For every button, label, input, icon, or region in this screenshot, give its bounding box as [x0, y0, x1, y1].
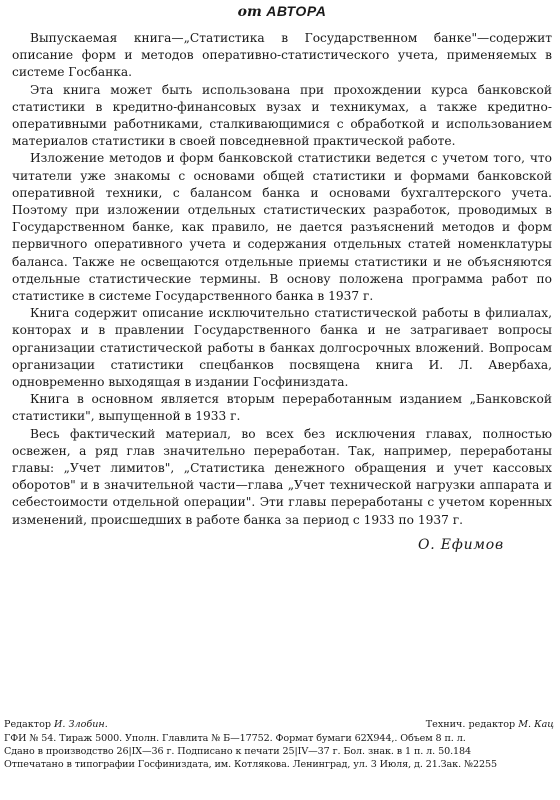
heading-prefix: от	[237, 4, 262, 20]
preface-body	[12, 30, 552, 529]
editor-label: Редактор	[4, 719, 51, 730]
page-heading	[12, 0, 552, 22]
imprint-line-3: Отпечатано в типографии Госфиниздата, им. Котлякова. Ленинград, ул. 3 Июля, д. 21.Зак. №2255	[4, 759, 497, 770]
paragraph: Книга в основном является вторым переработанным изданием „Банковской статистики", выпущенной в 1933 г.	[12, 392, 552, 424]
author-signature: О. Ефимов	[418, 536, 504, 553]
imprint-line-2: Сдано в производство 26|IX—36 г. Подписано к печати 25|IV—37 г. Бол. знак. в 1 п. л. 50.184	[4, 746, 472, 757]
tech-editor-credit	[426, 718, 554, 731]
imprint-line-1: ГФИ № 54. Тираж 5000. Уполн. Главлита № Б—17752. Формат бумаги 62Х944,. Объем 8 п. л.	[4, 733, 466, 744]
heading-title: АВТОРА	[266, 3, 327, 19]
tech-editor-label: Технич. редактор	[425, 719, 516, 730]
tech-editor-name: М. Кац	[518, 719, 554, 730]
paragraph: Эта книга может быть использована при прохождении курса банковской статистики в кредитно-финансовых вузах и техникумах, а также кредитно-оперативными работниками, сталкивающимися с обработкой и использованием материалов статистики в своей повседневной практической работе.	[12, 82, 552, 149]
colophon	[4, 718, 554, 771]
editor-name: И. Злобин.	[54, 719, 108, 730]
editors-line	[4, 718, 554, 731]
paragraph: Весь фактический материал, во всех без исключения главах, полностью освежен, а ряд глав значительно переработан. Так, например, переработаны главы: „Учет лимитов", „Статистика денежного обращения и учет кассовых оборотов" и в значительной части—глава „Учет технической нагрузки аппарата и себестоимости отдельной операции". Эти главы переработаны с учетом коренных изменений, происшедших в работе банка за период с 1933 по 1937 г.	[12, 426, 552, 527]
paragraph: Изложение методов и форм банковской статистики ведется с учетом того, что читатели уже знакомы с основами общей статистики и формами банковской оперативной техники, с балансом банка и основами бухгалтерского учета. Поэтому при изложении отдельных статистических разработок, проводимых в Государственном банке, как правило, не дается разъяснений методов и форм первичного оперативного учета и содержания отдельных статей номенклатуры баланса. Также не освещаются отдельные приемы статистики и не объясняются отдельные статистические термины. В основу положена программа работ по статистике в системе Государственного банка в 1937 г.	[12, 151, 552, 304]
paragraph: Книга содержит описание исключительно статистической работы в филиалах, конторах и в правлении Государственного банка и не затрагивает вопросы организации статистической работы в банках долгосрочных вложений. Вопросам организации статистики спецбанков посвящена книга И. Л. Авербаха, одновременно выходящая в издании Госфиниздата.	[12, 306, 552, 390]
editor-credit	[4, 718, 108, 731]
paragraph: Выпускаемая книга—„Статистика в Государственном банке"—содержит описание форм и методов оперативно-статистического учета, применяемых в системе Госбанка.	[12, 31, 552, 80]
